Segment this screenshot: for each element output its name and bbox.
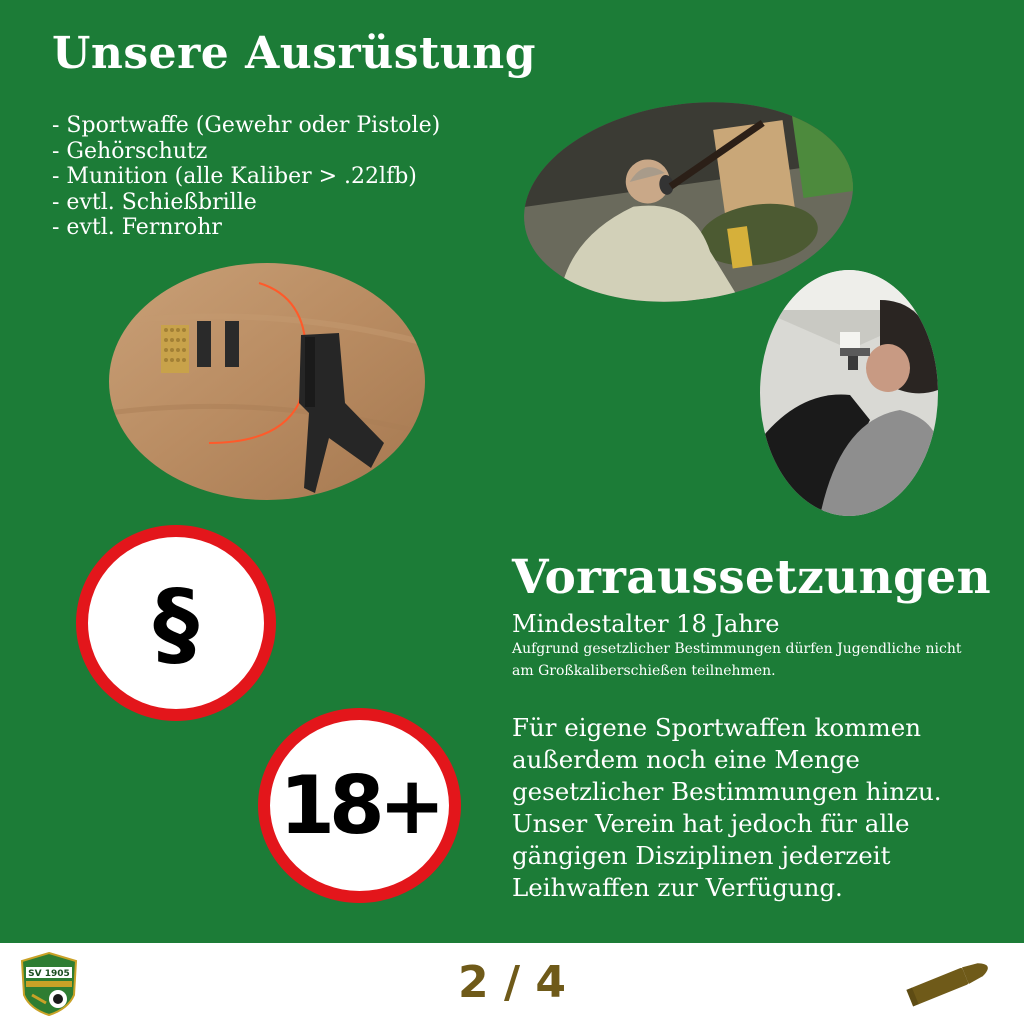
pistol-photo-image xyxy=(109,263,425,500)
age-restriction-sign: 18+ xyxy=(258,708,461,903)
logo-text: SV 1905 xyxy=(28,969,70,979)
equipment-list xyxy=(52,113,440,241)
requirements-title: Vorraussetzungen xyxy=(512,550,991,605)
pistol-photo xyxy=(109,263,425,500)
range-photo xyxy=(760,270,938,516)
equipment-item: - Sportwaffe (Gewehr oder Pistole) xyxy=(52,113,441,138)
page-title: Unsere Ausrüstung xyxy=(52,28,537,79)
equipment-item: - evtl. Fernrohr xyxy=(52,215,222,240)
equipment-item: - Gehörschutz xyxy=(52,138,208,164)
requirements-subtitle: Mindestalter 18 Jahre xyxy=(512,610,780,638)
requirements-body: Für eigene Sportwaffen kommen außerdem noch eine Menge gesetzlicher Bestimmungen hinzu. Unser Verein hat jedoch für alle gängigen Disziplinen jederzeit Leihwaffen zur Verfügung. xyxy=(512,713,942,902)
range-photo-image xyxy=(760,270,938,516)
equipment-item: - Munition (alle Kaliber > .22lfb) xyxy=(52,164,417,189)
bullet-icon xyxy=(902,950,1002,1010)
footer xyxy=(0,943,1024,1024)
page-number: 2 / 4 xyxy=(458,957,566,1008)
requirements-note: Aufgrund gesetzlicher Bestimmungen dürfen Jugendliche nicht am Großkaliberschießen teilnehmen. xyxy=(512,641,962,679)
paragraph-sign: § xyxy=(76,525,276,721)
equipment-item: - evtl. Schießbrille xyxy=(52,189,257,215)
